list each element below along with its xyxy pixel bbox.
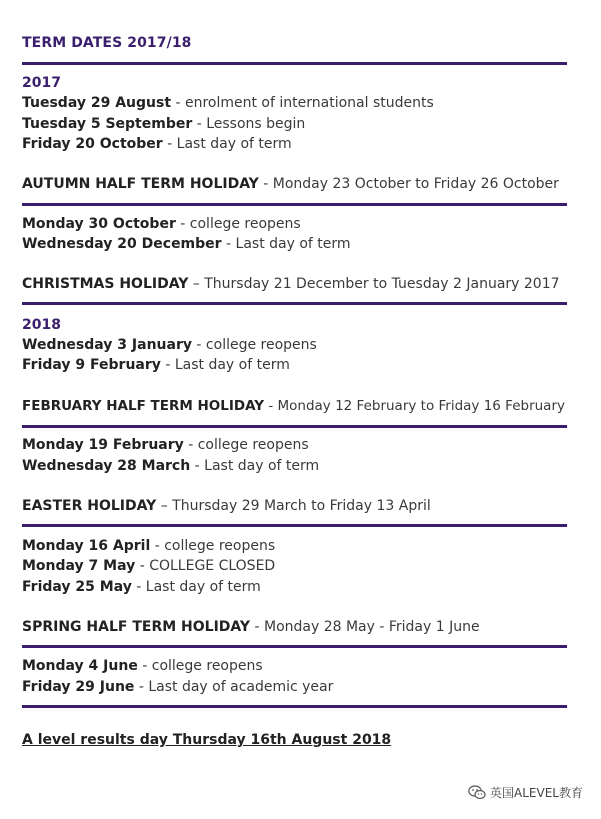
date-line: Monday 4 June - college reopens (22, 658, 263, 674)
holiday-line: SPRING HALF TERM HOLIDAY - Monday 28 May - Friday 1 June (22, 619, 480, 635)
date-line: Friday 29 June - Last day of academic year (22, 679, 334, 695)
watermark-text: 英国ALEVEL教育 (490, 786, 583, 800)
date-line: Wednesday 28 March - Last day of term (22, 458, 320, 474)
date-line: Tuesday 5 September - Lessons begin (22, 116, 306, 132)
date-line: Wednesday 3 January - college reopens (22, 337, 317, 353)
holiday-line: EASTER HOLIDAY – Thursday 29 March to Friday 13 April (22, 498, 431, 514)
year-heading-2017: 2017 (22, 75, 61, 91)
divider (22, 524, 567, 527)
watermark (468, 784, 583, 801)
divider (22, 62, 567, 65)
holiday-line: AUTUMN HALF TERM HOLIDAY - Monday 23 October to Friday 26 October (22, 176, 559, 192)
date-line: Monday 30 October - college reopens (22, 216, 301, 232)
results-day-line: A level results day Thursday 16th August 2018 (22, 732, 392, 748)
divider (22, 302, 567, 305)
date-line: Monday 16 April - college reopens (22, 538, 276, 554)
holiday-line: FEBRUARY HALF TERM HOLIDAY - Monday 12 February to Friday 16 February (22, 398, 565, 414)
date-line: Friday 9 February - Last day of term (22, 357, 290, 373)
date-line: Monday 19 February - college reopens (22, 437, 309, 453)
date-line: Friday 25 May - Last day of term (22, 579, 261, 595)
divider (22, 203, 567, 206)
holiday-line: CHRISTMAS HOLIDAY – Thursday 21 December to Tuesday 2 January 2017 (22, 276, 560, 292)
date-line: Monday 7 May - COLLEGE CLOSED (22, 558, 276, 574)
divider (22, 645, 567, 648)
wechat-icon (468, 785, 486, 800)
year-heading-2018: 2018 (22, 317, 61, 333)
date-line: Tuesday 29 August - enrolment of international students (22, 95, 434, 111)
divider (22, 705, 567, 708)
page-title: TERM DATES 2017/18 (22, 35, 192, 51)
date-line: Wednesday 20 December - Last day of term (22, 236, 351, 252)
date-line: Friday 20 October - Last day of term (22, 136, 292, 152)
divider (22, 425, 567, 428)
